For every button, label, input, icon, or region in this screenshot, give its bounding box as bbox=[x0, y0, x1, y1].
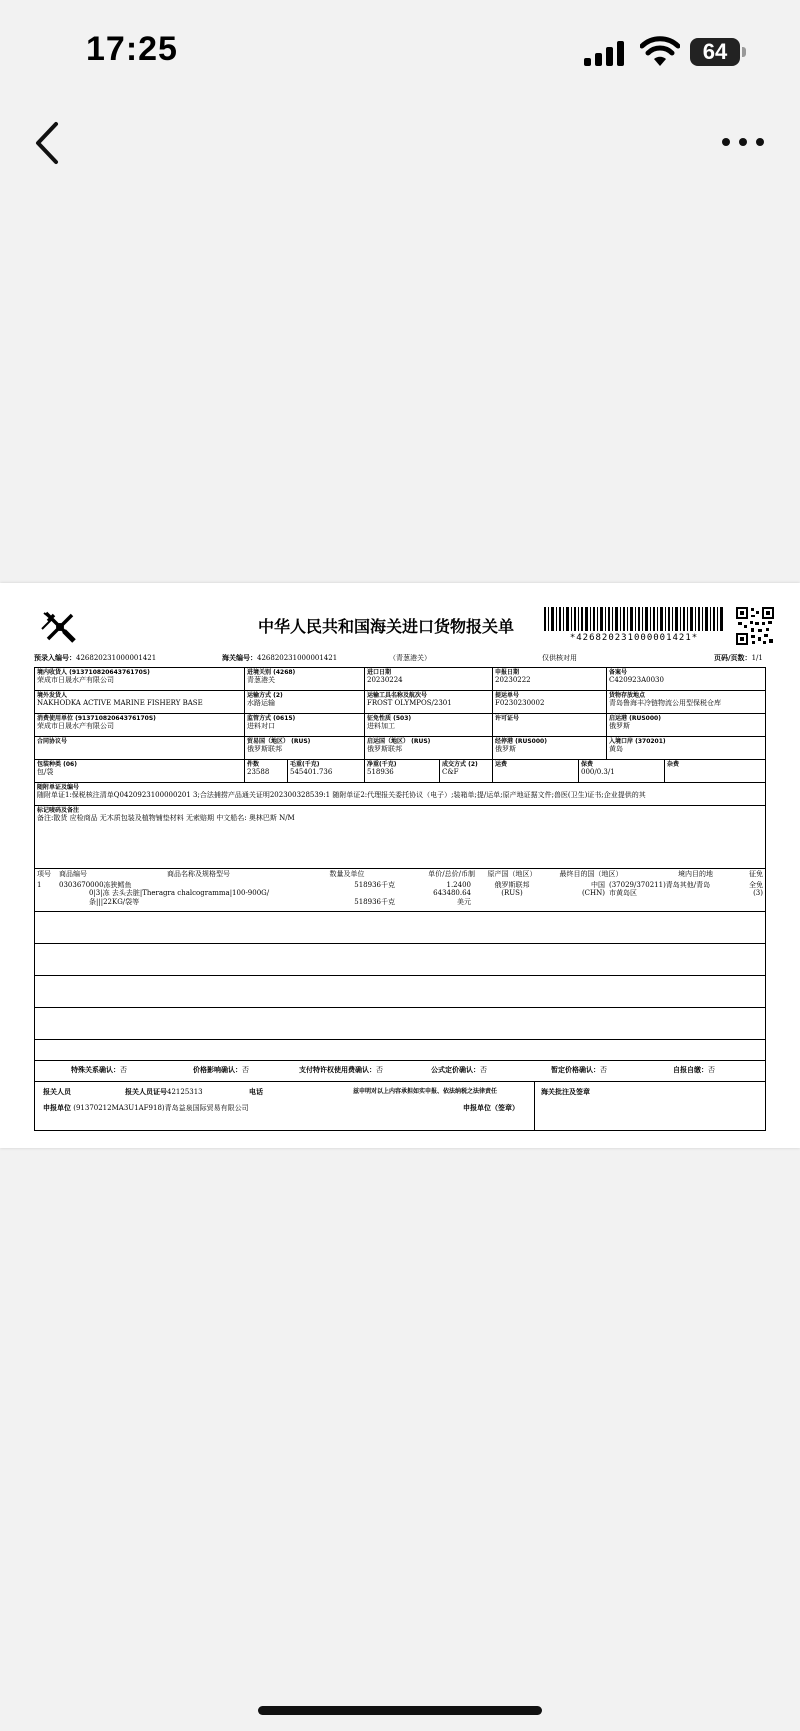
depart-code: (RUS000) bbox=[629, 715, 661, 722]
table-row-empty bbox=[35, 1008, 765, 1040]
supervision-value: 进料对口 bbox=[247, 722, 275, 731]
bl-label: 提运单号 bbox=[495, 692, 520, 699]
gross-value: 545401.736 bbox=[290, 768, 333, 777]
pre-entry-label: 预录入编号： bbox=[34, 654, 76, 662]
declare-date-value: 20230222 bbox=[495, 676, 531, 685]
marks-text: 备注:散货 应检商品 无木质包装及植物铺垫材料 无索赔期 中文船名: 奥林巴斯 N/M bbox=[37, 814, 295, 823]
depart-label: 启运港 bbox=[609, 715, 628, 722]
confirm-self bbox=[671, 1061, 761, 1081]
transit-label: 经停港 bbox=[495, 738, 514, 745]
confirm-special bbox=[69, 1061, 169, 1081]
cell-insurance bbox=[579, 760, 665, 782]
page-number bbox=[714, 654, 763, 662]
goods-dest-country bbox=[547, 880, 607, 911]
statement-text: 兹申明对以上内容承担如实申报、依法纳税之法律责任 bbox=[353, 1088, 498, 1095]
cell-origin-country bbox=[365, 737, 493, 759]
confirm-formula-value: 否 bbox=[480, 1066, 487, 1074]
confirm-special-label: 特殊关系确认： bbox=[71, 1066, 120, 1074]
cell-pieces bbox=[245, 760, 288, 782]
record-value: C420923A0030 bbox=[609, 676, 664, 685]
user-value: 荣成市日晟水产有限公司 bbox=[37, 722, 114, 731]
cell-entry-port bbox=[245, 668, 365, 690]
table-row-empty bbox=[35, 944, 765, 976]
misc-label: 杂费 bbox=[667, 761, 680, 768]
freight-label: 运费 bbox=[495, 761, 508, 768]
row-consignee bbox=[35, 668, 765, 691]
cell-contract bbox=[35, 737, 245, 759]
goods-domestic-dest: (37029/370211)青岛其他/青岛市黄岛区 bbox=[609, 881, 711, 898]
storage-label: 货物存放地点 bbox=[609, 692, 646, 699]
deal-label: 成交方式 bbox=[442, 761, 467, 768]
trade-country-label: 贸易国（地区） bbox=[247, 738, 290, 745]
goods-dest-country-code: (CHN) bbox=[581, 889, 605, 898]
consignee-value: 荣成市日晟水产有限公司 bbox=[37, 676, 114, 685]
footer-right bbox=[535, 1082, 765, 1130]
user-label: 消费使用单位 bbox=[37, 715, 74, 722]
deal-code: (2) bbox=[468, 761, 478, 768]
entry-label: 入境口岸 bbox=[609, 738, 634, 745]
page-label: 页码/页数： bbox=[714, 654, 752, 662]
user-code: (91371082064376170S) bbox=[75, 715, 156, 722]
row-footer bbox=[35, 1082, 765, 1130]
qr-code-image bbox=[736, 607, 774, 645]
goods-currency: 美元 bbox=[457, 897, 471, 906]
goods-header-code: 商品编号 bbox=[59, 870, 87, 878]
doc-title: 中华人民共和国海关进口货物报关单 bbox=[258, 617, 515, 636]
goods-spec: 0|3|冻 去头去脏|Theragra chalcogramma|100-900G/条|||22KG/袋等 bbox=[89, 889, 270, 906]
status-time: 17:25 bbox=[86, 30, 178, 68]
confirm-provisional-value: 否 bbox=[600, 1066, 607, 1074]
goods-code: 0303670000 bbox=[59, 881, 104, 889]
import-date-label: 进口日期 bbox=[367, 669, 392, 676]
customs-no-value: 426820231000001421 bbox=[257, 654, 338, 662]
confirm-self-value: 否 bbox=[708, 1066, 715, 1074]
pack-value: 包/袋 bbox=[37, 768, 54, 777]
vessel-value: FROST OLYMPOS/2301 bbox=[367, 699, 452, 708]
goods-header-qty: 数量及单位 bbox=[329, 870, 365, 878]
pre-entry-value: 426820231000001421 bbox=[76, 654, 157, 662]
trade-country-value: 俄罗斯联邦 bbox=[247, 745, 282, 754]
permit-label: 许可证号 bbox=[495, 715, 520, 722]
goods-qty2: 518936千克 bbox=[354, 897, 395, 906]
confirm-royalty bbox=[297, 1061, 427, 1081]
statement bbox=[353, 1088, 497, 1095]
confirm-formula bbox=[429, 1061, 529, 1081]
goods-dest-country-value: 中国 bbox=[591, 881, 605, 889]
entry-port-code: (4268) bbox=[273, 669, 296, 676]
table-row-empty bbox=[35, 1040, 765, 1061]
cell-net bbox=[365, 760, 440, 782]
depart-value: 俄罗斯 bbox=[609, 722, 630, 731]
status-bar bbox=[0, 0, 800, 100]
cell-pack bbox=[35, 760, 245, 782]
cell-entry bbox=[607, 737, 765, 759]
cell-depart bbox=[607, 714, 765, 736]
cell-gross bbox=[288, 760, 365, 782]
insurance-value: 000/0.3/1 bbox=[581, 768, 615, 777]
customs-remark-label: 海关批注及签章 bbox=[541, 1088, 590, 1096]
transport-label: 运输方式 bbox=[247, 692, 272, 699]
barcode-text: *426820231000001421* bbox=[569, 633, 699, 643]
goods-origin-value: 俄罗斯联邦 bbox=[494, 881, 530, 889]
row-attached-docs bbox=[35, 783, 765, 806]
cellular-signal-icon bbox=[584, 38, 626, 66]
nav-bar bbox=[0, 100, 800, 190]
declare-seal-label: 申报单位（签章） bbox=[463, 1104, 519, 1112]
pre-entry-no bbox=[34, 654, 156, 662]
declare-seal bbox=[463, 1104, 519, 1112]
confirm-provisional bbox=[549, 1061, 649, 1081]
goods-levy-code: (3) bbox=[753, 889, 763, 898]
transport-code: (2) bbox=[273, 692, 283, 699]
phone bbox=[249, 1088, 263, 1096]
entry-value: 黄岛 bbox=[609, 745, 623, 754]
cell-user bbox=[35, 714, 245, 736]
origin-country-code: (RUS) bbox=[411, 738, 431, 745]
bl-value: F0230230002 bbox=[495, 699, 545, 708]
cell-attached bbox=[35, 783, 765, 805]
transit-value: 俄罗斯 bbox=[495, 745, 516, 754]
consignor-label: 境外发货人 bbox=[37, 692, 68, 699]
pack-code: (06) bbox=[63, 761, 77, 768]
goods-origin bbox=[477, 880, 547, 911]
goods-header-origin: 原产国（地区） bbox=[487, 870, 537, 878]
cell-freight bbox=[493, 760, 579, 782]
goods-no: 1 bbox=[37, 881, 42, 889]
home-indicator[interactable] bbox=[258, 1706, 542, 1715]
goods-header-domestic: 境内目的地 bbox=[678, 870, 713, 878]
goods-qty1: 518936千克 bbox=[354, 881, 395, 889]
cell-deal bbox=[440, 760, 493, 782]
page-value: 1/1 bbox=[751, 654, 763, 662]
cell-misc bbox=[665, 760, 765, 782]
table-row bbox=[35, 880, 765, 912]
supervision-label: 监管方式 bbox=[247, 715, 272, 722]
origin-country-label: 启运国（地区） bbox=[367, 738, 410, 745]
confirm-royalty-value: 否 bbox=[376, 1066, 383, 1074]
deal-value: C&F bbox=[442, 768, 459, 777]
goods-header-levy: 征免 bbox=[749, 870, 763, 878]
verify-only-note: 仅供核对用 bbox=[542, 654, 577, 662]
cell-permit bbox=[493, 714, 607, 736]
declare-unit-value: (91370212MA3U1AF918)青岛益泉国际贸易有限公司 bbox=[73, 1104, 249, 1112]
goods-unit-price: 1.2400 bbox=[446, 881, 471, 889]
levy-label: 征免性质 bbox=[367, 715, 392, 722]
marks-label: 标记唛码及备注 bbox=[37, 807, 80, 814]
confirm-royalty-label: 支付特许权使用费确认： bbox=[299, 1066, 376, 1074]
declare-unit bbox=[43, 1104, 249, 1112]
goods-qty bbox=[317, 880, 397, 911]
entry-code: (370201) bbox=[635, 738, 666, 745]
levy-value: 进料加工 bbox=[367, 722, 395, 731]
customs-no bbox=[222, 654, 337, 662]
cell-supervision bbox=[245, 714, 365, 736]
table-row-empty bbox=[35, 976, 765, 1008]
consignor-value: NAKHODKA ACTIVE MARINE FISHERY BASE bbox=[37, 699, 203, 708]
back-chevron-icon[interactable] bbox=[28, 118, 68, 168]
vessel-label: 运输工具名称及航次号 bbox=[367, 692, 428, 699]
trade-country-code: (RUS) bbox=[291, 738, 311, 745]
row-contract bbox=[35, 737, 765, 760]
transport-value: 水路运输 bbox=[247, 699, 275, 708]
goods-header-no: 项号 bbox=[37, 870, 51, 878]
supervision-code: (0615) bbox=[273, 715, 296, 722]
more-options-icon[interactable] bbox=[718, 130, 768, 154]
barcode-image bbox=[544, 607, 724, 631]
goods-price bbox=[397, 880, 473, 911]
confirm-provisional-label: 暂定价格确认： bbox=[551, 1066, 600, 1074]
goods-name: 冻狭鳕鱼 bbox=[103, 881, 132, 889]
row-user bbox=[35, 714, 765, 737]
net-label: 净重(千克) bbox=[367, 761, 397, 768]
goods-header-price: 单价/总价/币制 bbox=[428, 870, 475, 878]
declaration-grid bbox=[34, 667, 766, 1131]
declarant-no-value: 42125313 bbox=[167, 1088, 203, 1096]
record-label: 备案号 bbox=[609, 669, 628, 676]
goods-origin-code: (RUS) bbox=[501, 889, 523, 898]
pieces-label: 件数 bbox=[247, 761, 260, 768]
row-package bbox=[35, 760, 765, 783]
pieces-value: 23588 bbox=[247, 768, 270, 777]
goods-header bbox=[35, 869, 765, 880]
contract-label: 合同协议号 bbox=[37, 738, 68, 745]
levy-code: (503) bbox=[393, 715, 412, 722]
confirm-price-value: 否 bbox=[242, 1066, 249, 1074]
cell-record bbox=[607, 668, 765, 690]
cell-declare-date bbox=[493, 668, 607, 690]
declarant-no-label: 报关人员证号 bbox=[125, 1088, 167, 1096]
cell-trade-country bbox=[245, 737, 365, 759]
insurance-label: 保费 bbox=[581, 761, 594, 768]
cell-levy bbox=[365, 714, 493, 736]
cell-import-date bbox=[365, 668, 493, 690]
declarant-no bbox=[125, 1088, 203, 1096]
cell-marks bbox=[35, 806, 765, 868]
battery-cap bbox=[742, 47, 746, 57]
goods-total-price: 643480.64 bbox=[433, 889, 471, 898]
confirm-self-label: 自报自缴： bbox=[673, 1066, 708, 1074]
gross-label: 毛重(千克) bbox=[290, 761, 320, 768]
entry-port-label: 进境关别 bbox=[247, 669, 272, 676]
confirm-formula-label: 公式定价确认： bbox=[431, 1066, 480, 1074]
cell-transit bbox=[493, 737, 607, 759]
cell-consignor bbox=[35, 691, 245, 713]
import-date-value: 20230224 bbox=[367, 676, 403, 685]
battery-icon: 64 bbox=[690, 38, 740, 66]
origin-country-value: 俄罗斯联邦 bbox=[367, 745, 402, 754]
attached-text: 随附单证1:保税核注清单Q0420923100000201 3;合法捕捞产品通关证明202300328539:1 随附单证2:代理报关委托协议（电子）;装箱单;提/运单;原产地证据文件;兽医(卫生)证书;企业提供的其 bbox=[37, 791, 646, 800]
row-confirmations bbox=[35, 1061, 765, 1082]
goods-levy-value: 全免 bbox=[749, 881, 763, 889]
row-consignor bbox=[35, 691, 765, 714]
customs-no-label: 海关编号： bbox=[222, 654, 257, 662]
confirm-price-label: 价格影响确认： bbox=[193, 1066, 242, 1074]
declare-date-label: 申报日期 bbox=[495, 669, 520, 676]
document-image bbox=[0, 583, 800, 1148]
customs-emblem-icon bbox=[40, 607, 80, 647]
goods-levy bbox=[719, 880, 765, 911]
pack-label: 包装种类 bbox=[37, 761, 62, 768]
wifi-icon bbox=[640, 36, 680, 68]
consignee-code: (91371082064376170S) bbox=[69, 669, 150, 676]
cell-vessel bbox=[365, 691, 493, 713]
entry-port-value: 青葱港关 bbox=[247, 676, 275, 685]
consignee-label: 境内收货人 bbox=[37, 669, 68, 676]
goods-desc bbox=[57, 880, 317, 911]
transit-code: (RUS000) bbox=[515, 738, 547, 745]
confirm-price bbox=[191, 1061, 291, 1081]
attached-label: 随附单证及编号 bbox=[37, 784, 80, 791]
table-row-empty bbox=[35, 912, 765, 944]
footer-left bbox=[35, 1082, 535, 1130]
row-marks bbox=[35, 806, 765, 869]
declare-unit-label: 申报单位 bbox=[43, 1104, 71, 1112]
declarant-label: 报关人员 bbox=[43, 1088, 71, 1096]
customs-name: （青葱港关） bbox=[389, 654, 431, 662]
net-value: 518936 bbox=[367, 768, 394, 777]
goods-header-name: 商品名称及规格型号 bbox=[167, 870, 230, 878]
goods-header-dest: 最终目的国（地区） bbox=[559, 870, 623, 878]
cell-storage bbox=[607, 691, 765, 713]
cell-bl bbox=[493, 691, 607, 713]
declarant bbox=[43, 1088, 71, 1096]
storage-value: 青岛鲁海丰冷链物流公用型保税仓库 bbox=[609, 699, 721, 708]
confirm-special-value: 否 bbox=[120, 1066, 127, 1074]
cell-consignee bbox=[35, 668, 245, 690]
customs-remark bbox=[541, 1088, 590, 1096]
cell-transport bbox=[245, 691, 365, 713]
phone-label: 电话 bbox=[249, 1088, 263, 1096]
